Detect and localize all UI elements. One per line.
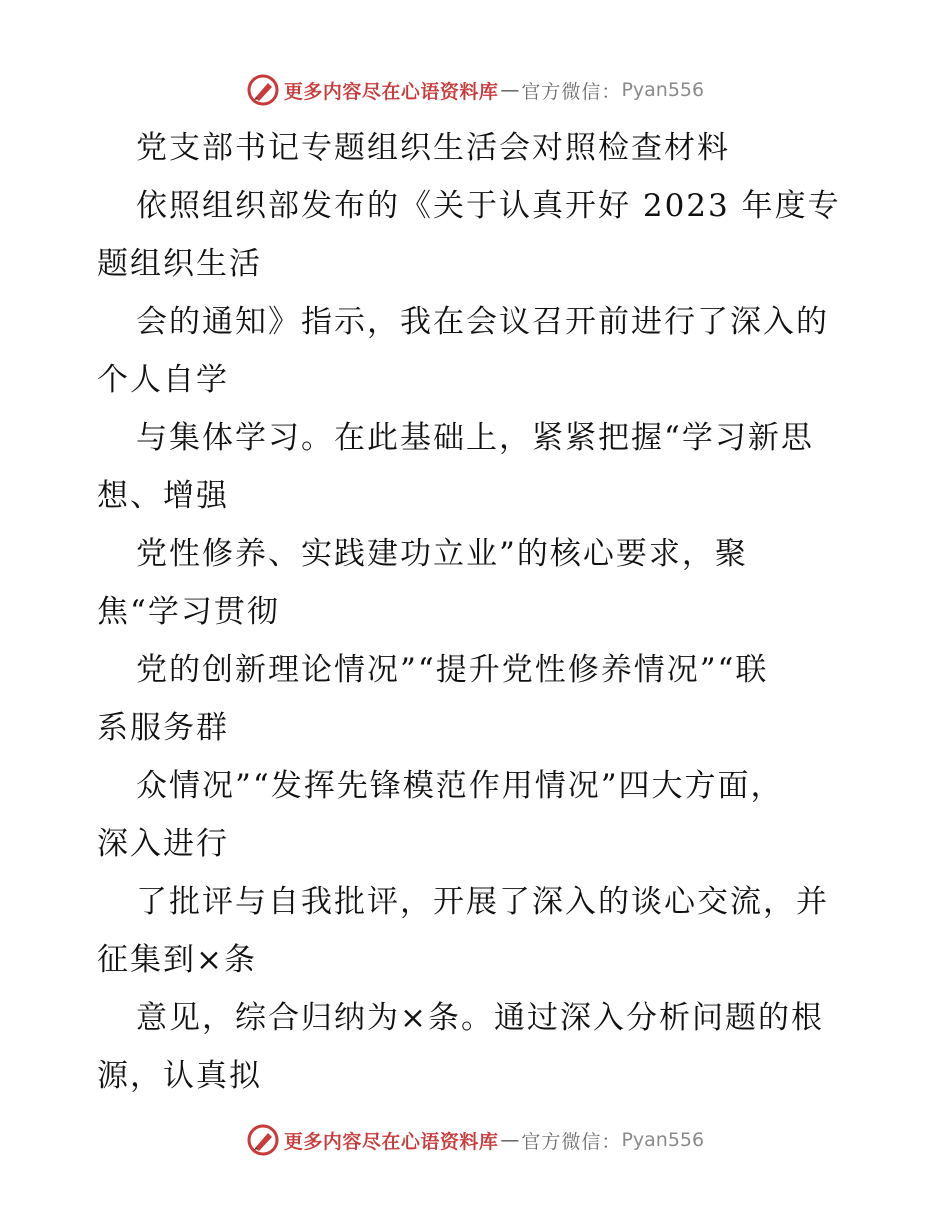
watermark-banner-bottom <box>0 1120 950 1160</box>
paragraph-line-rest: 源，认真拟 <box>97 1058 262 1094</box>
pen-circle-logo-icon <box>246 73 280 107</box>
paragraph-line-first: 依照组织部发布的《关于认真开好 2023 年度专 <box>136 188 841 224</box>
paragraph-line-first: 了批评与自我批评，开展了深入的谈心交流，并 <box>136 884 829 920</box>
watermark-dash: — <box>500 1129 520 1151</box>
paragraph-line-rest: 系服务群 <box>97 710 229 746</box>
paragraph-line-rest: 焦“学习贯彻 <box>97 594 280 630</box>
watermark-official-text: 官方微信： <box>521 1130 622 1153</box>
paragraph-line-rest: 个人自学 <box>97 362 229 398</box>
paragraph-line-first: 党性修养、实践建功立业”的核心要求，聚 <box>136 536 748 572</box>
pen-circle-logo-icon <box>246 1123 280 1157</box>
paragraph-line-rest: 征集到×条 <box>97 942 257 978</box>
paragraph-line-first: 众情况”“发挥先锋模范作用情况”四大方面， <box>136 768 784 804</box>
watermark-wechat-id: Pyan556 <box>621 1129 705 1151</box>
paragraph-line-rest: 深入进行 <box>97 826 229 862</box>
watermark-main-text: 更多内容尽在心语资料库 <box>283 80 499 103</box>
paragraph-line-first: 意见，综合归纳为×条。通过深入分析问题的根 <box>136 1000 824 1036</box>
paragraph-line-first: 会的通知》指示，我在会议召开前进行了深入的 <box>136 304 829 340</box>
document-title: 党支部书记专题组织生活会对照检查材料 <box>136 130 730 166</box>
paragraph-line-first: 党的创新理论情况”“提升党性修养情况”“联 <box>136 652 769 688</box>
paragraph-line-rest: 想、增强 <box>97 478 229 514</box>
paragraph-line-rest: 题组织生活 <box>97 246 262 282</box>
watermark-dash: — <box>500 79 520 101</box>
watermark-banner-top <box>0 70 950 110</box>
watermark-official-text: 官方微信： <box>521 80 622 103</box>
paragraph-line-first: 与集体学习。在此基础上，紧紧把握“学习新思 <box>136 420 814 456</box>
watermark-wechat-id: Pyan556 <box>621 79 705 101</box>
watermark-main-text: 更多内容尽在心语资料库 <box>283 1130 499 1153</box>
